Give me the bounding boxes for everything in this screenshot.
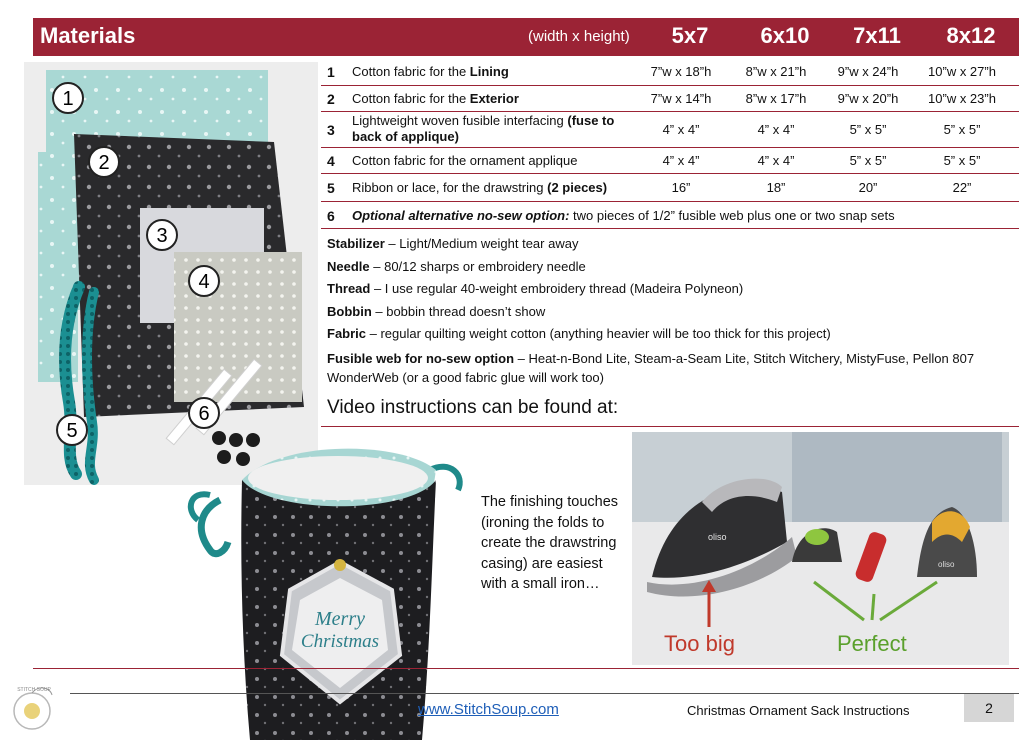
value-5x7: 4” x 4”	[662, 153, 700, 168]
page-number: 2	[964, 694, 1014, 722]
size-column-5x7: 5x7	[671, 23, 709, 48]
materials-photo	[24, 62, 318, 485]
supply-notes	[327, 233, 1017, 387]
photo-label-6: 6	[198, 403, 210, 425]
note-fabric: Fabric – regular quilting weight cotton (anything heavier will be too thick for this project)	[327, 326, 831, 342]
value-8x12: 10”w x 23”h	[928, 91, 996, 106]
materials-title: Materials	[40, 23, 136, 48]
divider	[33, 668, 1019, 669]
material-description: Cotton fabric for the ornament applique	[352, 153, 578, 168]
material-row-5	[321, 174, 1019, 202]
value-7x11: 9”w x 20”h	[837, 91, 899, 106]
dimensions-label: (width x height)	[528, 28, 630, 45]
material-row-1	[321, 59, 1019, 86]
material-number: 4	[327, 153, 335, 169]
material-number: 2	[327, 91, 335, 107]
value-5x7: 7”w x 18”h	[650, 64, 712, 79]
value-8x12: 10”w x 27”h	[928, 64, 996, 79]
note-thread: Thread – I use regular 40-weight embroidery thread (Madeira Polyneon)	[327, 281, 744, 297]
video-instructions-heading: Video instructions can be found at:	[327, 397, 619, 418]
iron-brand-large: oliso	[708, 532, 727, 542]
document-title: Christmas Ornament Sack Instructions	[687, 703, 910, 718]
size-column-6x10: 6x10	[760, 23, 810, 48]
value-7x11: 9”w x 24”h	[837, 64, 899, 79]
logo-text: STITCH SOUP	[17, 687, 51, 693]
value-6x10: 8”w x 17”h	[745, 91, 807, 106]
material-description: Lightweight woven fusible interfacing (fuse to back of applique)	[352, 113, 615, 144]
note-fusible-web: Fusible web for no-sew option – Heat-n-Bond Lite, Steam-a-Seam Lite, Stitch Witchery, MistyFuse, Pellon 807 WonderWeb (or a good fabric glue will work too)	[327, 350, 975, 385]
value-7x11: 5” x 5”	[849, 153, 887, 168]
finishing-touches-text: The finishing touches (ironing the folds to create the drawstring casing) are easiest with a small iron…	[481, 494, 619, 592]
footer-divider	[70, 693, 1019, 694]
material-row-6	[321, 202, 1019, 229]
material-description: Cotton fabric for the Lining	[352, 64, 509, 79]
material-row-4	[321, 148, 1019, 174]
photo-label-1: 1	[62, 88, 74, 110]
value-6x10: 18”	[766, 180, 786, 195]
irons-photo	[632, 432, 1009, 665]
material-number: 5	[327, 180, 335, 196]
value-5x7: 16”	[671, 180, 691, 195]
divider	[321, 426, 1019, 427]
note-bobbin: Bobbin – bobbin thread doesn’t show	[327, 303, 546, 319]
applique-text-merry: Merry	[315, 608, 365, 630]
material-description: Cotton fabric for the Exterior	[352, 91, 519, 106]
size-column-8x12: 8x12	[946, 23, 996, 48]
material-number: 6	[327, 208, 335, 224]
photo-label-4: 4	[198, 271, 210, 293]
website-link[interactable]: www.StitchSoup.com	[418, 701, 559, 718]
note-stabilizer: Stabilizer – Light/Medium weight tear away	[327, 236, 579, 251]
materials-header-bar	[33, 18, 1019, 56]
value-8x12: 22”	[952, 180, 972, 195]
applique-text-christmas: Christmas	[300, 631, 380, 652]
value-5x7: 4” x 4”	[662, 122, 700, 137]
photo-label-3: 3	[156, 225, 168, 247]
material-number: 3	[327, 122, 335, 138]
note-needle: Needle – 80/12 sharps or embroidery needle	[327, 258, 586, 274]
value-7x11: 5” x 5”	[849, 122, 887, 137]
perfect-label: Perfect	[837, 631, 907, 656]
value-6x10: 4” x 4”	[757, 122, 795, 137]
value-6x10: 4” x 4”	[757, 153, 795, 168]
material-number: 1	[327, 64, 335, 80]
material-row-3	[321, 112, 1019, 148]
material-row-2	[321, 86, 1019, 112]
optional-no-sew-note: Optional alternative no-sew option: two pieces of 1/2” fusible web plus one or two snap sets	[352, 208, 895, 223]
value-7x11: 20”	[858, 180, 878, 195]
photo-label-2: 2	[98, 152, 110, 174]
iron-brand-small: oliso	[938, 560, 955, 569]
value-8x12: 5” x 5”	[943, 153, 981, 168]
value-6x10: 8”w x 21”h	[745, 64, 807, 79]
material-description: Ribbon or lace, for the drawstring (2 pieces)	[352, 180, 608, 195]
too-big-label: Too big	[664, 631, 735, 656]
photo-label-5: 5	[66, 420, 78, 442]
value-5x7: 7”w x 14”h	[650, 91, 712, 106]
size-column-7x11: 7x11	[853, 23, 901, 48]
stitch-soup-logo	[8, 683, 60, 735]
value-8x12: 5” x 5”	[943, 122, 981, 137]
